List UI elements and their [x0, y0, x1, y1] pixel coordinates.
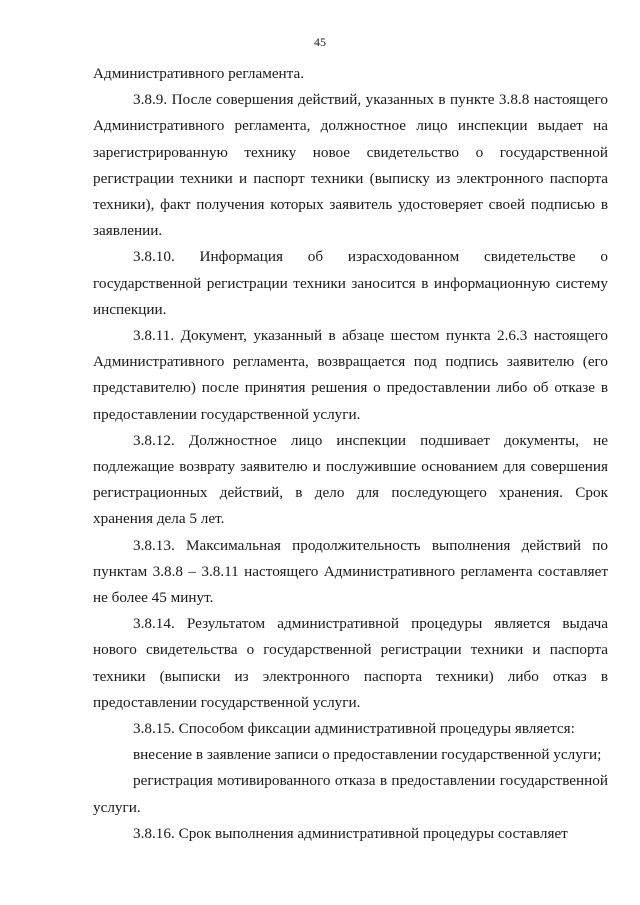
paragraph-3-8-15: 3.8.15. Способом фиксации административной процедуры является:	[133, 720, 575, 738]
paragraph-3-8-11: 3.8.11. Документ, указанный в абзаце шестом пункта 2.6.3 настоящего Административного регламента, возвращается под подпись заявителю (его представителю) после принятия решения о предоставлении либо об отказе в предоставлении государственной услуги.	[93, 327, 608, 423]
document-body	[93, 61, 608, 847]
paragraph-3-8-15-item-b: регистрация мотивированного отказа в предоставлении государственной услуги.	[93, 772, 608, 816]
paragraph-3-8-13: 3.8.13. Максимальная продолжительность выполнения действий по пунктам 3.8.8 – 3.8.11 настоящего Административного регламента составляет не более 45 минут.	[93, 536, 608, 607]
paragraph-3-8-10: 3.8.10. Информация об израсходованном свидетельстве о государственной регистрации техники заносится в информационную систему инспекции.	[93, 248, 608, 318]
page-number: 45	[314, 35, 326, 49]
paragraph-3-8-9: 3.8.9. После совершения действий, указанных в пункте 3.8.8 настоящего Административного регламента, должностное лицо инспекции выдает на зарегистрированную технику новое свидетельство о государственной регистрации техники и паспорт техники (выписку из электронного паспорта техники), факт получения которых заявитель удостоверяет своей подписью в заявлении.	[93, 91, 608, 240]
paragraph-3-8-12: 3.8.12. Должностное лицо инспекции подшивает документы, не подлежащие возврату заявителю и послужившие основанием для совершения регистрационных действий, в дело для последующего хранения. Срок хранения дела 5 лет.	[93, 431, 608, 528]
paragraph-3-8-14: 3.8.14. Результатом административной процедуры является выдача нового свидетельства о государственной регистрации техники и паспорта техники (выписки из электронного паспорта техники) либо отказ в предоставлении государственной услуги.	[93, 615, 608, 711]
paragraph-continuation: Административного регламента.	[93, 65, 305, 82]
paragraph-3-8-16: 3.8.16. Срок выполнения административной процедуры составляет	[133, 824, 568, 842]
paragraph-3-8-15-item-a: внесение в заявление записи о предоставлении государственной услуги;	[133, 746, 602, 764]
